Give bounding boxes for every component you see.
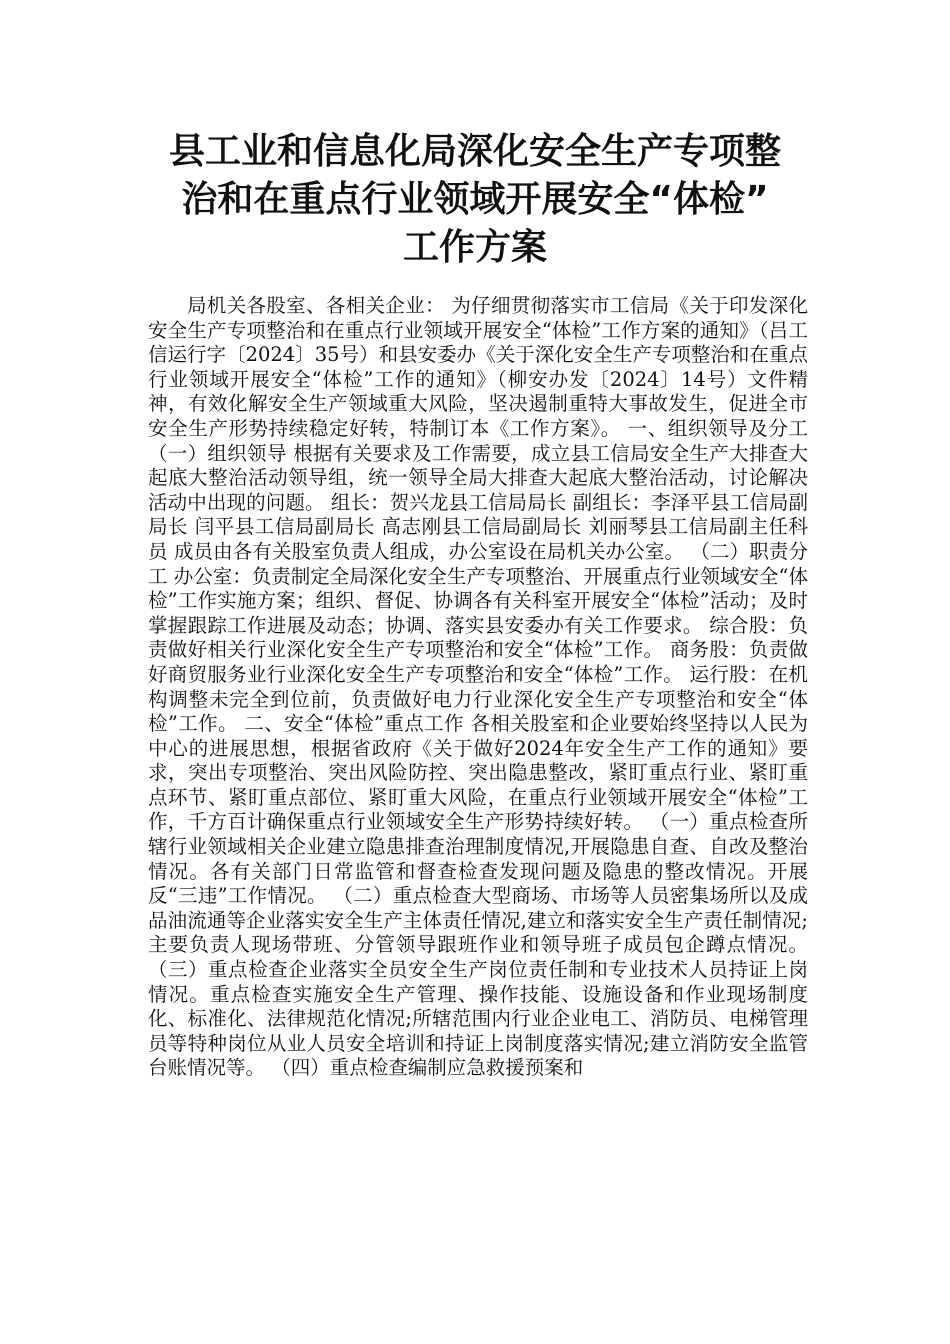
title-line-2: 治和在重点行业领域开展安全“体检” (181, 179, 769, 220)
document-title (120, 128, 830, 272)
title-line-1: 县工业和信息化局深化安全生产专项整 (168, 131, 781, 172)
title-line-3: 工作方案 (402, 227, 547, 268)
document-body: 局机关各股室、各相关企业： 为仔细贯彻落实市工信局《关于印发深化安全生产专项整治和在重点行业领域开展安全“体检”工作方案的通知》（吕工信运行字〔2024〕35号）和县安委办《关于深化安全生产专项整治和在重点行业领域开展安全“体检”工作的通知》（柳安办发〔2024〕14号）文件精神，有效化解安全生产领域重大风险，坚决遏制重特大事故发生，促进全市安全生产形势持续稳定好转，特制订本《工作方案》。 一、组织领导及分工 （一）组织领导 根据有关要求及工作需要，成立县工信局安全生产大排查大起底大整治活动领导组，统一领导全局大排查大起底大整治活动，讨论解决活动中出现的问题。 组长：贺兴龙县工信局局长 副组长：李泽平县工信局副局长 闫平县工信局副局长 高志刚县工信局副局长 刘丽琴县工信局副主任科员 成员由各有关股室负责人组成，办公室设在局机关办公室。 （二）职责分工 办公室：负责制定全局深化安全生产专项整治、开展重点行业领域安全“体检”工作实施方案；组织、督促、协调各有关科室开展安全“体检”活动；及时掌握跟踪工作进展及动态；协调、落实县安委办有关工作要求。 综合股：负责做好相关行业深化安全生产专项整治和安全“体检”工作。 商务股：负责做好商贸服务业行业深化安全生产专项整治和安全“体检”工作。 运行股：在机构调整未完全到位前，负责做好电力行业深化安全生产专项整治和安全“体检”工作。 二、安全“体检”重点工作 各相关股室和企业要始终坚持以人民为中心的进展思想，根据省政府《关于做好2024年安全生产工作的通知》要求，突出专项整治、突出风险防控、突出隐患整改，紧盯重点行业、紧盯重点环节、紧盯重点部位、紧盯重大风险，在重点行业领域开展安全“体检”工作，千方百计确保重点行业领域安全生产形势持续好转。 （一）重点检查所辖行业领域相关企业建立隐患排查治理制度情况,开展隐患自查、自改及整治情况。各有关部门日常监管和督查检查发现问题及隐患的整改情况。开展反“三违”工作情况。 （二）重点检查大型商场、市场等人员密集场所以及成品油流通等企业落实安全生产主体责任情况,建立和落实安全生产责任制情况;主要负责人现场带班、分管领导跟班作业和领导班子成员包企蹲点情况。 （三）重点检查企业落实全员安全生产岗位责任制和专业技术人员持证上岗情况。重点检查实施安全生产管理、操作技能、设施设备和作业现场制度化、标准化、法律规范化情况;所辖范围内行业企业电工、消防员、电梯管理员等特种岗位从业人员安全培训和持证上岗制度落实情况;建立消防安全监管台账情况等。 （四）重点检查编制应急救援预案和 (148, 294, 808, 1080)
